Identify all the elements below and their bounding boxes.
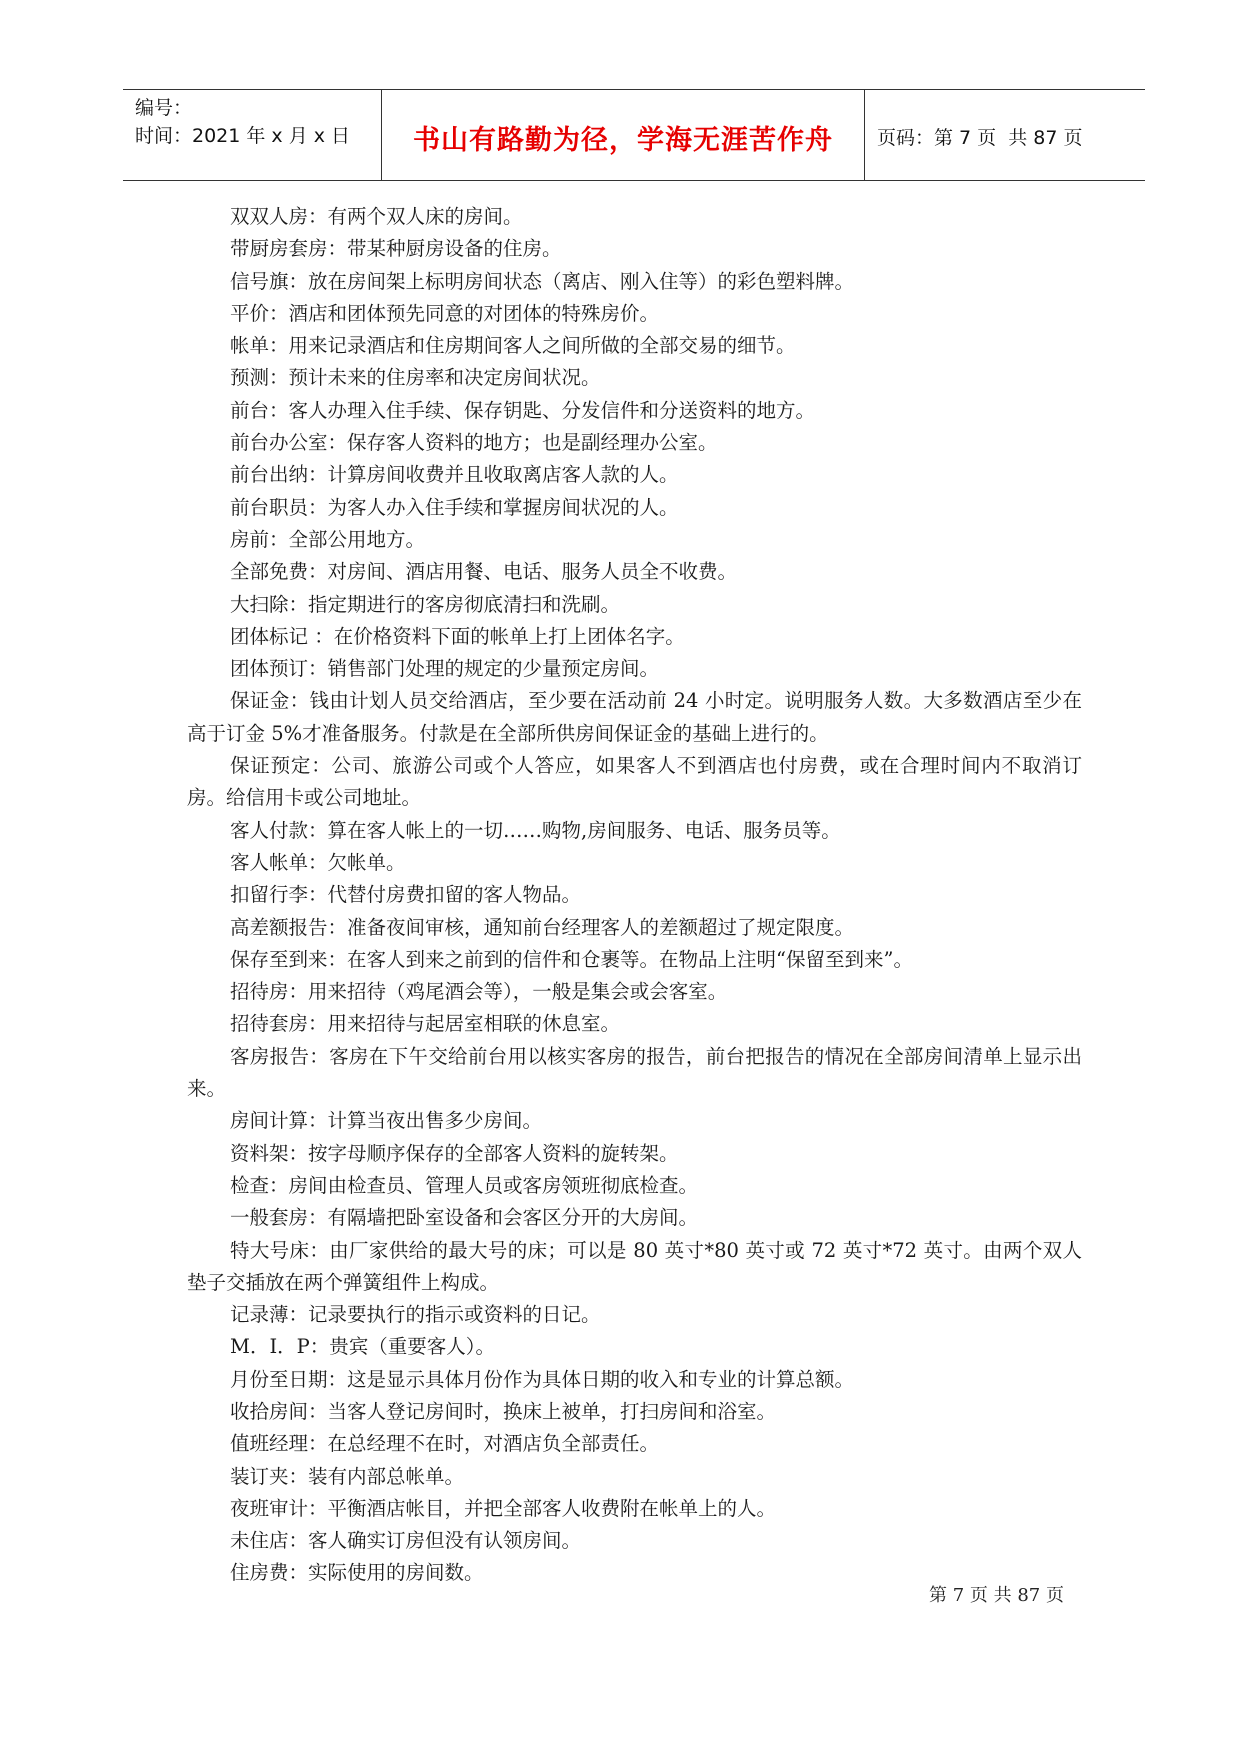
glossary-entry: 前台职员：为客人办入住手续和掌握房间状况的人。: [230, 495, 679, 519]
glossary-entry: 住房费：实际使用的房间数。: [230, 1561, 484, 1585]
glossary-entry: 资料架：按字母顺序保存的全部客人资料的旋转架。: [230, 1141, 679, 1165]
glossary-entry: 房间计算：计算当夜出售多少房间。: [230, 1109, 543, 1133]
glossary-entry: 前台：客人办理入住手续、保存钥匙、分发信件和分送资料的地方。: [230, 398, 816, 422]
glossary-entry: 前台出纳：计算房间收费并且收取离店客人款的人。: [230, 463, 679, 487]
glossary-entry: 大扫除：指定期进行的客房彻底清扫和洗刷。: [230, 592, 621, 616]
document-header: [123, 89, 1145, 181]
glossary-entry: 团体预订：销售部门处理的规定的少量预定房间。: [230, 657, 660, 681]
header-number-label: 编号：: [135, 97, 193, 119]
glossary-entry: 扣留行李：代替付房费扣留的客人物品。: [230, 883, 582, 907]
header-motto: 书山有路勤为径，学海无涯苦作舟: [413, 125, 833, 156]
glossary-entry: 全部免费：对房间、酒店用餐、电话、服务人员全不收费。: [230, 560, 738, 584]
glossary-entry: 夜班审计：平衡酒店帐目，并把全部客人收费附在帐单上的人。: [230, 1496, 777, 1520]
glossary-entry: 值班经理：在总经理不在时，对酒店负全部责任。: [230, 1432, 660, 1456]
header-page-label: 页码：第 7 页 共 87 页: [877, 127, 1083, 149]
glossary-entry: 检查：房间由检查员、管理人员或客房领班彻底检查。: [230, 1173, 699, 1197]
glossary-entry: 前台办公室：保存客人资料的地方；也是副经理办公室。: [230, 431, 718, 455]
glossary-entry: 高差额报告：准备夜间审核，通知前台经理客人的差额超过了规定限度。: [230, 915, 855, 939]
glossary-entry: 招待套房：用来招待与起居室相联的休息室。: [230, 1012, 621, 1036]
glossary-entry: 预测：预计未来的住房率和决定房间状况。: [230, 366, 601, 390]
glossary-entry: 一般套房：有隔墙把卧室设备和会客区分开的大房间。: [230, 1206, 699, 1230]
glossary-entry: 月份至日期：这是显示具体月份作为具体日期的收入和专业的计算总额。: [230, 1367, 855, 1391]
glossary-entry: 客房报告：客房在下午交给前台用以核实客房的报告，前台把报告的情况在全部房间清单上显示出来。: [187, 1044, 1082, 1101]
glossary-entry: 双双人房：有两个双人床的房间。: [230, 205, 523, 228]
header-info: [135, 90, 380, 180]
glossary-entry: 保存至到来：在客人到来之前到的信件和仓裹等。在物品上注明“保留至到来”。: [230, 947, 913, 971]
glossary-entry: 收拾房间：当客人登记房间时，换床上被单，打扫房间和浴室。: [230, 1399, 777, 1423]
glossary-body: [187, 201, 1082, 1590]
glossary-entry: 装订夹：装有内部总帐单。: [230, 1464, 465, 1488]
glossary-entry: 记录薄：记录要执行的指示或资料的日记。: [230, 1303, 601, 1327]
glossary-entry: 保证金：钱由计划人员交给酒店，至少要在活动前 24 小时定。说明服务人数。大多数酒店至少在高于订金 5%才准备服务。付款是在全部所供房间保证金的基础上进行的。: [187, 689, 1082, 745]
glossary-entry: 未住店：客人确实订房但没有认领房间。: [230, 1529, 582, 1553]
glossary-entry: 平价：酒店和团体预先同意的对团体的特殊房价。: [230, 301, 660, 325]
glossary-entry: 团体标记 ：在价格资料下面的帐单上打上团体名字。: [230, 624, 685, 648]
header-time-label: 时间：2021 年 x 月 x 日: [135, 125, 351, 147]
glossary-entry: M．I．P：贵宾（重要客人）。: [230, 1335, 496, 1359]
glossary-entry: 信号旗：放在房间架上标明房间状态（离店、刚入住等）的彩色塑料牌。: [230, 269, 855, 293]
glossary-entry: 招待房：用来招待（鸡尾酒会等），一般是集会或会客室。: [230, 980, 728, 1004]
glossary-entry: 房前：全部公用地方。: [230, 527, 426, 551]
glossary-entry: 客人帐单：欠帐单。: [230, 850, 406, 874]
glossary-entry: 带厨房套房：带某种厨房设备的住房。: [230, 237, 562, 261]
glossary-entry: 客人付款：算在客人帐上的一切……购物,房间服务、电话、服务员等。: [230, 818, 841, 842]
header-page-cell: [877, 90, 1137, 180]
glossary-entry: 帐单：用来记录酒店和住房期间客人之间所做的全部交易的细节。: [230, 334, 796, 358]
header-motto-cell: [381, 90, 865, 180]
page-footer: 第 7 页 共 87 页: [929, 1585, 1064, 1606]
glossary-entry: 特大号床：由厂家供给的最大号的床；可以是 80 英寸*80 英寸或 72 英寸*72 英寸。由两个双人垫子交插放在两个弹簧组件上构成。: [187, 1238, 1082, 1294]
glossary-entry: 保证预定：公司、旅游公司或个人答应，如果客人不到酒店也付房费，或在合理时间内不取消订房。给信用卡或公司地址。: [187, 754, 1082, 810]
